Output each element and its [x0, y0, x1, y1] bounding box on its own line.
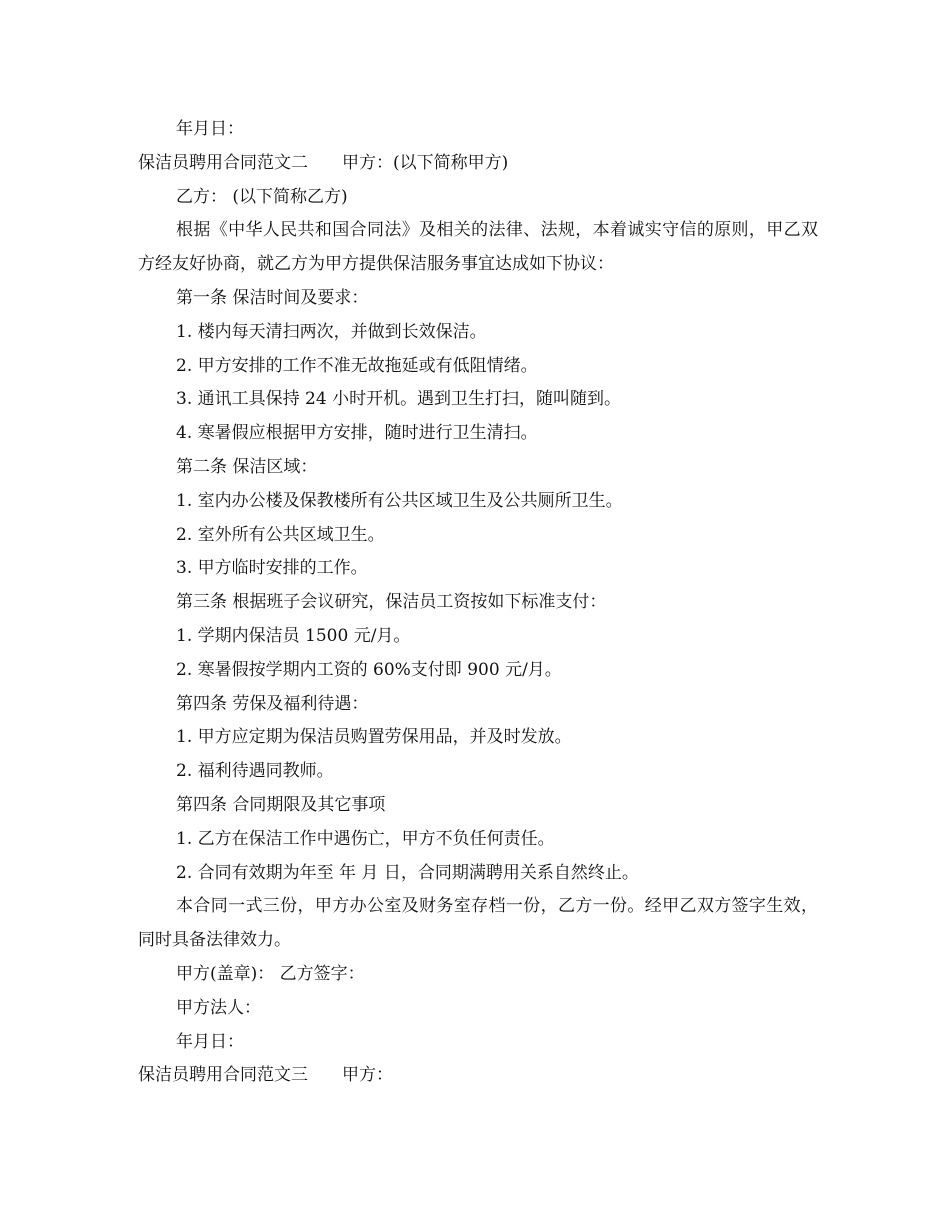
article-four-heading: 第四条 劳保及福利待遇：	[176, 693, 369, 714]
article-one-item: 3. 通讯工具保持 24 小时开机。遇到卫生打扫，随叫随到。	[176, 389, 622, 410]
legal-representative-line: 甲方法人：	[176, 997, 261, 1018]
article-three-heading: 第三条 根据班子会议研究，保洁员工资按如下标准支付：	[176, 592, 607, 613]
party-b-label: 乙方： (以下简称乙方)	[176, 186, 348, 207]
article-four-item: 1. 甲方应定期为保洁员购置劳保用品，并及时发放。	[176, 727, 572, 748]
closing-paragraph: 本合同一式三份，甲方办公室及财务室存档一份，乙方一份。经甲乙双方签字生效，同时具备法律效力。	[138, 896, 818, 951]
party-a-label: 甲方：	[342, 1065, 393, 1086]
contract-two-heading-line	[138, 147, 818, 181]
signature-line: 甲方(盖章)： 乙方签字：	[176, 963, 365, 984]
article-one-heading: 第一条 保洁时间及要求：	[176, 287, 369, 308]
article-three-item: 1. 学期内保洁员 1500 元/月。	[176, 625, 411, 646]
article-four-item: 2. 福利待遇同教师。	[176, 761, 334, 782]
article-three-item: 2. 寒暑假按学期内工资的 60%支付即 900 元/月。	[176, 659, 562, 680]
article-two-item: 3. 甲方临时安排的工作。	[176, 558, 368, 579]
party-a-label: 甲方：(以下简称甲方)	[342, 152, 509, 173]
date-line: 年月日：	[176, 119, 244, 139]
date-line: 年月日：	[176, 1031, 244, 1052]
article-one-item: 2. 甲方安排的工作不准无故拖延或有低阻情绪。	[176, 355, 538, 376]
article-two-item: 2. 室外所有公共区域卫生。	[176, 524, 385, 545]
article-four-b-heading: 第四条 合同期限及其它事项	[176, 794, 386, 815]
article-two-item: 1. 室内办公楼及保教楼所有公共区域卫生及公共厕所卫生。	[176, 490, 623, 511]
article-one-item: 4. 寒暑假应根据甲方安排，随时进行卫生清扫。	[176, 423, 538, 444]
contract-three-heading-line	[138, 1059, 818, 1093]
article-four-b-item: 1. 乙方在保洁工作中遇伤亡，甲方不负任何责任。	[176, 828, 555, 849]
preamble-paragraph: 根据《中华人民共和国合同法》及相关的法律、法规，本着诚实守信的原则，甲乙双方经友好协商，就乙方为甲方提供保洁服务事宜达成如下协议：	[138, 220, 818, 275]
contract-two-title: 保洁员聘用合同范文二	[138, 152, 308, 173]
article-one-item: 1. 楼内每天清扫两次，并做到长效保洁。	[176, 321, 487, 342]
document-body	[138, 113, 818, 1093]
contract-three-title: 保洁员聘用合同范文三	[138, 1065, 308, 1086]
article-two-heading: 第二条 保洁区域：	[176, 456, 318, 477]
article-four-b-item: 2. 合同有效期为年至 年 月 日，合同期满聘用关系自然终止。	[176, 862, 639, 883]
